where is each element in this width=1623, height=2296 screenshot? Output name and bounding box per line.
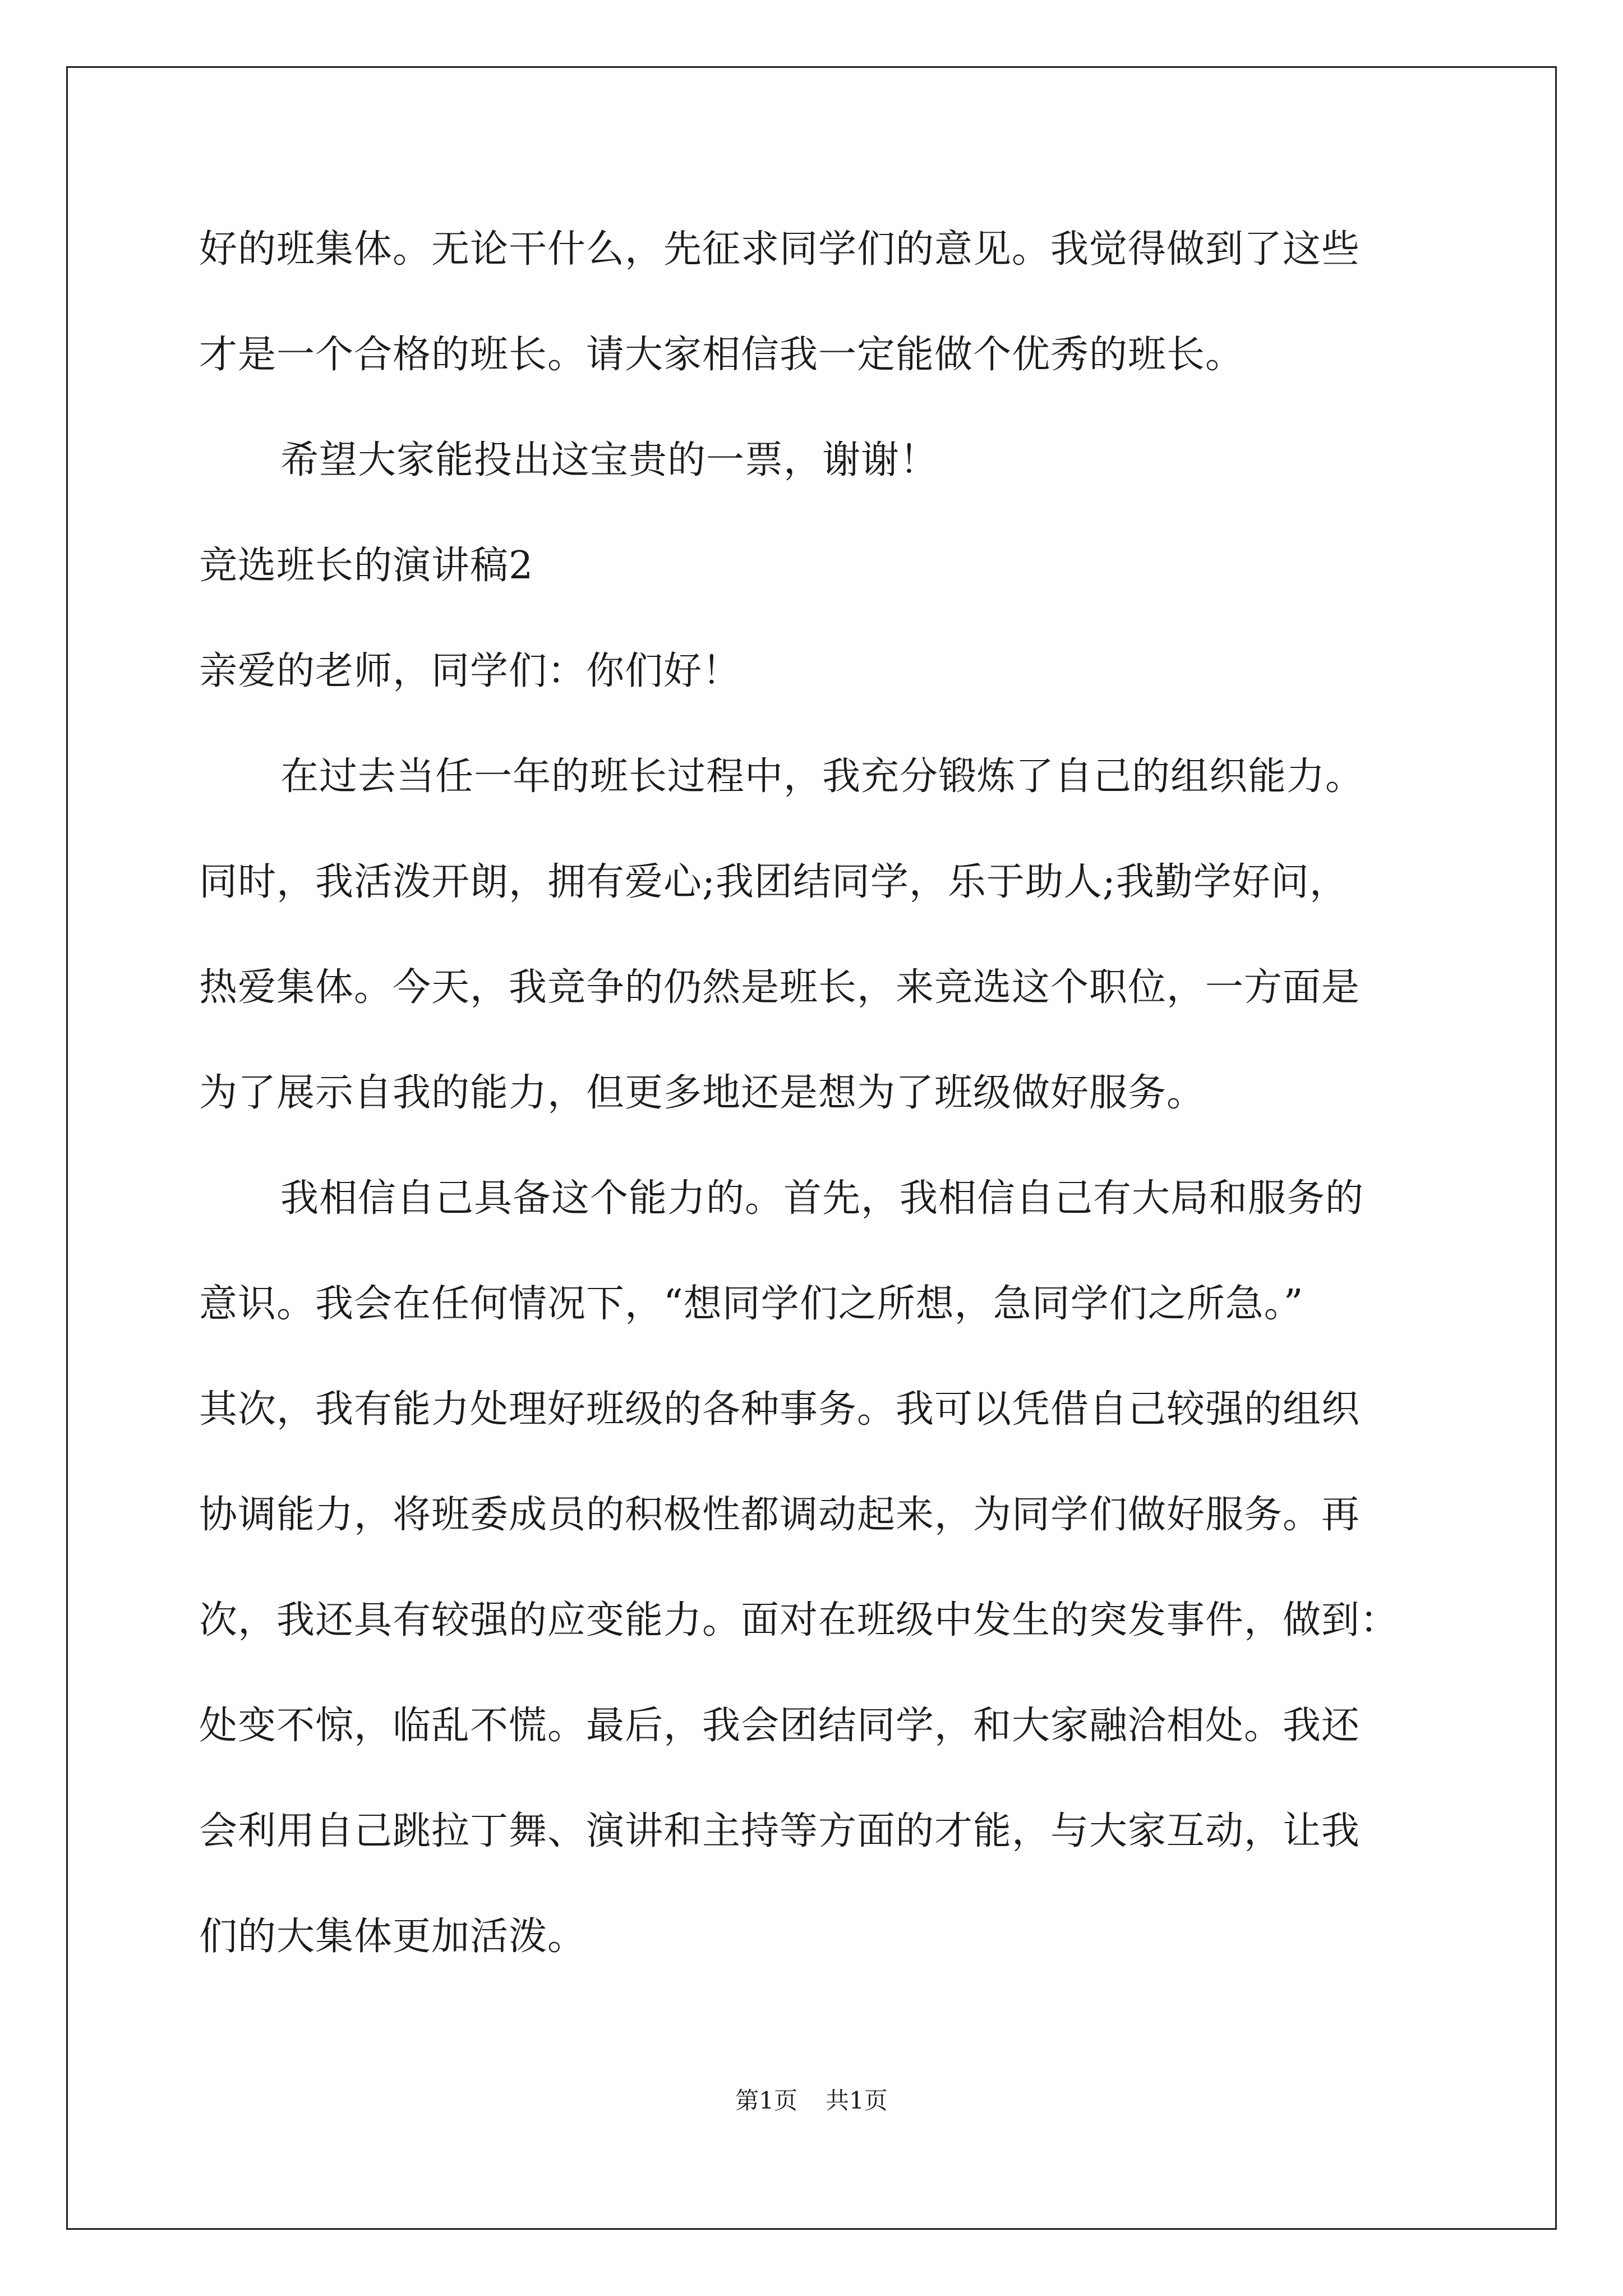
text-line: 同时，我活泼开朗，拥有爱心;我团结同学，乐于助人;我勤学好问， bbox=[199, 860, 1348, 904]
page-number: 第1页 bbox=[735, 2087, 797, 2114]
section-heading: 竞选班长的演讲稿2 bbox=[199, 544, 534, 588]
page-total: 共1页 bbox=[826, 2087, 888, 2114]
text-line: 次，我还具有较强的应变能力。面对在班级中发生的突发事件，做到： bbox=[199, 1598, 1399, 1642]
text-line: 为了展示自我的能力，但更多地还是想为了班级做好服务。 bbox=[199, 1071, 1206, 1115]
text-line: 们的大集体更加活泼。 bbox=[199, 1915, 587, 1959]
text-line: 意识。我会在任何情况下，“想同学们之所想，急同学们之所急。” bbox=[199, 1282, 1304, 1326]
page-footer bbox=[0, 2084, 1623, 2118]
text-line: 希望大家能投出这宝贵的一票，谢谢！ bbox=[280, 438, 939, 482]
salutation: 亲爱的老师，同学们：你们好！ bbox=[199, 649, 741, 693]
text-line: 会利用自己跳拉丁舞、演讲和主持等方面的才能，与大家互动，让我 bbox=[199, 1809, 1361, 1853]
text-line: 其次，我有能力处理好班级的各种事务。我可以凭借自己较强的组织 bbox=[199, 1387, 1361, 1432]
page-frame bbox=[66, 66, 1557, 2230]
text-line: 在过去当任一年的班长过程中，我充分锻炼了自己的组织能力。 bbox=[280, 754, 1364, 799]
text-line: 热爱集体。今天，我竞争的仍然是班长，来竞选这个职位，一方面是 bbox=[199, 965, 1361, 1010]
text-line: 才是一个合格的班长。请大家相信我一定能做个优秀的班长。 bbox=[199, 333, 1244, 377]
text-line: 好的班集体。无论干什么，先征求同学们的意见。我觉得做到了这些 bbox=[199, 227, 1361, 272]
text-line: 处变不惊，临乱不慌。最后，我会团结同学，和大家融洽相处。我还 bbox=[199, 1704, 1361, 1748]
text-line: 我相信自己具备这个能力的。首先，我相信自己有大局和服务的 bbox=[280, 1176, 1364, 1221]
text-line: 协调能力，将班委成员的积极性都调动起来，为同学们做好服务。再 bbox=[199, 1493, 1361, 1537]
